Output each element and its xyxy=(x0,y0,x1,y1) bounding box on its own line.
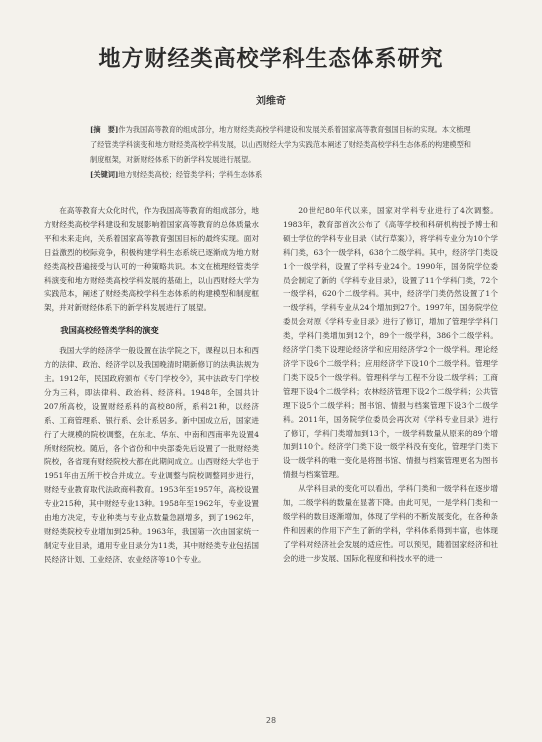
keywords-paragraph xyxy=(90,167,475,182)
abstract-tag: [摘 要] xyxy=(90,125,119,134)
intro-paragraph: 在高等教育大众化时代，作为我国高等教育的组成部分，地方财经类高校学科建设和发展影响着国家高等教育的总体质量水平和未来走向，关系着国家高等教育强国目标的最终实现。面对日益激烈的校际竞争，积极构建学科生态系统已逐渐成为地方财经类高校普遍接受与认可的一种策略共识。本文在梳理经管类学科演变和地方财经类高校学科发展的基础上，以山西财经大学为实践范本，阐述了财经类高校学科生态体系的构建模型和制度框架，并对新财经体系下的新学科发展进行了展望。 xyxy=(44,206,259,313)
abstract-text: 作为我国高等教育的组成部分，地方财经类高校学科建设和发展关系着国家高等教育强国目标的实现。本文梳理了经管类学科演变和地方财经类高校学科发展，以山西财经大学为实践范本阐述了财经类高校学科生态体系的构建模型和制度框架，对新财经体系下的新学科发展进行展望。 xyxy=(90,125,471,164)
right-column xyxy=(283,204,498,566)
body-paragraph: 从学科目录的变化可以看出，学科门类和一级学科在逐步增加，二级学科的数量在显著下降。由此可见，一是学科门类和一级学科的数目逐渐增加，体现了学科的不断发展变化，在各种条件和因素的作用下产生了新的学科，学科体系得到丰富，也体现了学科对经济社会发展的适应性。可以预见，随着国家经济和社会的进一步发展、国际化程度和科技水平的进一 xyxy=(283,484,498,563)
body-paragraph: 我国大学的经济学一般设置在法学院之下，课程以日本和西方的法律、政治、经济学以及我国晚清时期新修订的法典法规为主。1912年，民国政府颁布《专门学校令》，其中法政专门学校分为三科，即法律科、政治科、经济科。1948年，全国共计207所高校，设置财经系科的高校80所，系科21种，以经济系、工商管理系、银行系、会计系居多。新中国成立后，国家进行了大规模的院校调整，在东北、华东、中南和西南率先设置4所财经院校。随后，各个省份和中央部委先后设置了一批财经类院校，各省现有财经院校大都在此期间成立。山西财经大学也于1951年由五所干校合并成立。专业调整与院校调整同步进行，财经专业教育取代法政商科教育。1953年至1957年，高校设置专业215种，其中财经专业13种。1958年至1962年，专业设置由地方决定，专业种类与专业点数量急剧增多，到了1962年，财经类院校专业增加到25种。1963年，我国第一次由国家统一制定专业目录，通用专业目录分为11类，其中财经类专业包括国民经济计划、工业经济、农业经济等10个专业。 xyxy=(44,346,259,564)
article-title: 地方财经类高校学科生态体系研究 xyxy=(98,47,444,72)
abstract-paragraph xyxy=(90,122,475,167)
body-paragraph: 20世纪80年代以来，国家对学科专业进行了4次调整。1983年，教育部首次公布了《高等学校和科研机构授予博士和硕士学位的学科专业目录（试行草案）》，将学科专业分为10个学科门类，63个一级学科，638个二级学科。其中，经济学门类设1个一级学科，设置了学科专业24个。1990年，国务院学位委员会制定了新的《学科专业目录》，设置了11个学科门类，72个一级学科，620个二级学科。其中，经济学门类仍然设置了1个一级学科，学科专业从24个增加到27个。1997年，国务院学位委员会对原《学科专业目录》进行了修订，增加了管理学学科门类，学科门类增加到12个，89个一级学科，386个二级学科。经济学门类下设理论经济学和应用经济学2个一级学科。理论经济学下设6个二级学科；应用经济学下设10个二级学科。管理学门类下设5个一级学科。管理科学与工程不分设二级学科；工商管理下设4个二级学科；农林经济管理下设2个二级学科；公共管理下设5个二级学科；图书馆、情报与档案管理下设3个二级学科。2011年，国务院学位委员会再次对《学科专业目录》进行了修订，学科门类增加到13个，一级学科数量从原来的89个增加到110个。经济学门类下设一级学科没有变化，管理学门类下设一级学科的唯一变化是将图书馆、情报与档案管理更名为图书情报与档案管理。 xyxy=(283,206,498,480)
section-heading: 我国高校经管类学科的演变 xyxy=(60,325,159,336)
author-name: 刘维奇 xyxy=(256,96,286,107)
keywords-text: 地方财经类高校；经管类学科；学科生态体系 xyxy=(118,170,263,179)
keywords-tag: [关键词] xyxy=(90,170,119,179)
left-column xyxy=(44,204,259,567)
page-number: 28 xyxy=(265,716,277,725)
abstract-block xyxy=(90,122,475,182)
